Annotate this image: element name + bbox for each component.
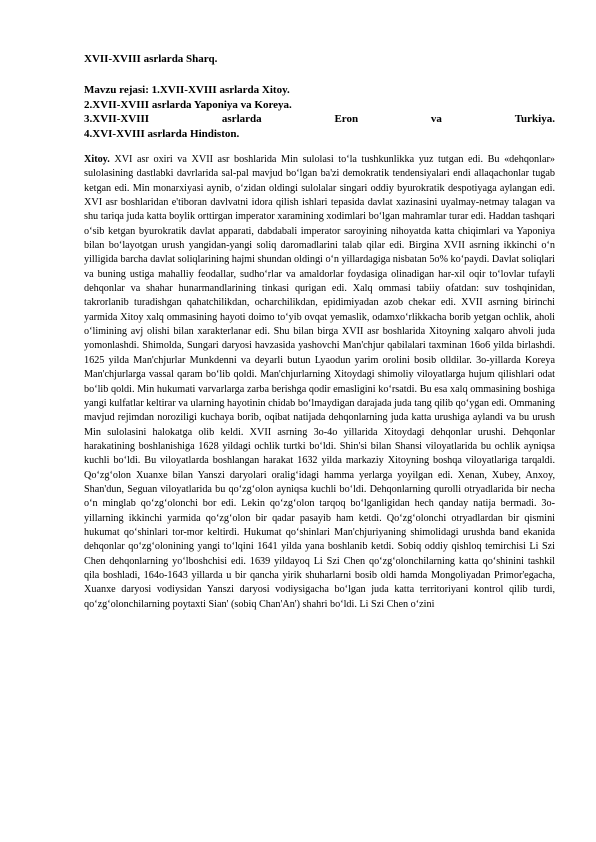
plan-line-3-word: Turkiya. xyxy=(514,113,555,125)
plan-line-4: 4.XVI-XVIII asrlarda Hindiston. xyxy=(84,127,240,140)
plan-line-3-word: va xyxy=(430,113,442,125)
plan-line-3 xyxy=(84,112,555,127)
plan-line-2: 2.XVII-XVIII asrlarda Yaponiya va Koreya. xyxy=(84,98,292,111)
body-paragraph xyxy=(84,153,555,612)
plan-line-3-word: Eron xyxy=(334,113,359,125)
plan-line-1: Mavzu rejasi: 1.XVII-XVIII asrlarda Xitoy. xyxy=(84,84,290,96)
paragraph-lead: Xitoy. xyxy=(84,154,110,165)
plan-line-3-word: 3.XVII-XVIII xyxy=(84,113,150,125)
document-title: XVII-XVIII asrlarda Sharq. xyxy=(84,53,218,65)
document-page xyxy=(84,52,555,612)
plan-line-3-word: asrlarda xyxy=(221,113,262,125)
paragraph-text: XVI asr oxiri va XVII asr boshlarida Min sulolasi toʻla tushkunlikka yuz tutgan edi. Bu «dehqonlar» sulolasining dastlabki davrlarida sal-pal mavjud boʻlgan ba'zi demokratik tendensiyalari endi allaqachonlar tugab ketgan edi. Min monarxiyasi aynib, oʻzidan oldingi sulolalar singari oddiy byurokratik despotiyaga aylangan edi. XVI asr boshlaridan e'tiboran davlvatni idora qilish ishlari tepasida davlat xazinasini uyalmay-netmay talagan va shu tariqa juda katta boylik orttirgan imperator xaramining xodimlari boʻlgan mahramlar turar edi. Haddan tashqari oʻsib ketgan byurokratik davlat apparati, dabdabali imperator saroyining nihoyatda katta chiqimlari va Yaponiya bilan boʻlayotgan urush yangidan-yangi soliq daromadlarini talab qilar edi. Birgina XVII asrning ikkinchi oʻn yilligida barcha davlat soliqlarining hajmi shundan oldingi oʻn yillardagiga nisbatan 5o% koʻpaydi. Davlat soliqlari va buning ustiga mahalliy feodallar, sudhoʻrlar va amaldorlar foydasiga olinadigan har-xil oqir toʻlovlar tufayli dehqonlar va shahar hunarmandlarining tinkasi qurigan edi. Xalq ommasi tabiiy ofatdan: suv toshqinidan, takrorlanib turadishgan qahatchilikdan, ocharchilikdan, epidimiyadan azob chekar edi. XVII asrning birinchi yarmida Xitoy xalq ommasining hayoti doimo toʻyib ovqat yemaslik, odamxoʻrlikkacha borib yetgan ochlik, aholi oʻlimining avj olishi bilan xarakterlanar edi. Shu bilan birga XVII asr boshlarida Xitoyning xalqaro ahvoli juda yomonlashdi. Shimolda, Sungari daryosi havzasida yashovchi Man'chjur qabilalari taxminan 16o6 yilda birlashdi. 1625 yilda Man'chjurlar Munkdenni va deyarli butun Lyaodun yarim orolini bosib olldilar. 3o-yillarda Koreya Man'chjurlarga vassal qaram boʻlib qoldi. Man'chjurlarning Xitoydagi shimoliy viloyatlarga hujum qilishlari odat boʻlib qoldi. Min hukumati varvarlarga zarba berishga qodir emasligini koʻrsatdi. Bu esa xalq ommasining boshiga yangi kulfatlar keltirar va ularning hayotinin chidab boʻlmaydigan darajada juda tang qilib qoʻygan edi. Ommaning mavjud rejimdan noroziligi kuchaya borib, oqibat natijada dehqonlarning juda katta urushiga aylandi va bu urush Min sulolasini halokatga olib keldi. XVII asrning 3o-4o yillarida Xitoydagi dehqonlar urushi. Dehqonlar harakatining boshlanishiga 1628 yildagi ochlik turtki boʻldi. Shin'si bilan Shansi viloyatlarida bu ochlik ayniqsa kuchli boʻldi. Bu viloyatlarda boshlangan harakat 1632 yilda markaziy Xitoyning boshqa viloyatlariga tarqaldi. Qoʻzgʻolon Xuanxe bilan Yanszi daryolari oraligʻidagi hamma yerlarga yoyilgan edi. Xenan, Xubey, Anxoy, Shan'dun, Seguan viloyatlarida bu qoʻzgʻolon ayniqsa kuchli boʻldi. Dehqonlarning qurolli otryadlarida bir necha oʻn minglab qoʻzgʻolonchi bor edi. Lekin qoʻzgʻolon tarqoq boʻlganligidan hech qanday natija bermadi. 3o-yillarning ikkinchi yarmida qoʻzgʻolon bir qadar pasayib ham ketdi. Qoʻzgʻolonchi otryadlardan bir qismini hukumat qoʻshinlari tor-mor keltirdi. Hukumat qoʻshinlari Man'chjuriyaning shimolidagi urushda band ekanida dehqonlar qoʻzgʻolonining yangi toʻlqini 1641 yilda yana boshlanib ketdi. Sobiq oddiy qishloq temirchisi Li Szi Chen dehqonlarning yoʻlboshchisi edi. 1639 yildayoq Li Szi Chen qoʻzgʻolonchilarning katta qoʻshinini tashkil qila boshladi, 164o-1643 yillarda u bir qancha yirik shuharlarni bosib oldi hamda Mongoliyadan Primor'egacha, Xuanxe daryosi vodiysidan Yanszi daryosi vodiysigacha boʻlgan juda katta territoriyani kontrol qilib turdi, qoʻzgʻolonchilarning poytaxti Sian' (sobiq Chan'An') shahri boʻldi. Li Szi Chen oʻzini xyxy=(84,154,555,610)
lesson-plan xyxy=(84,83,555,141)
